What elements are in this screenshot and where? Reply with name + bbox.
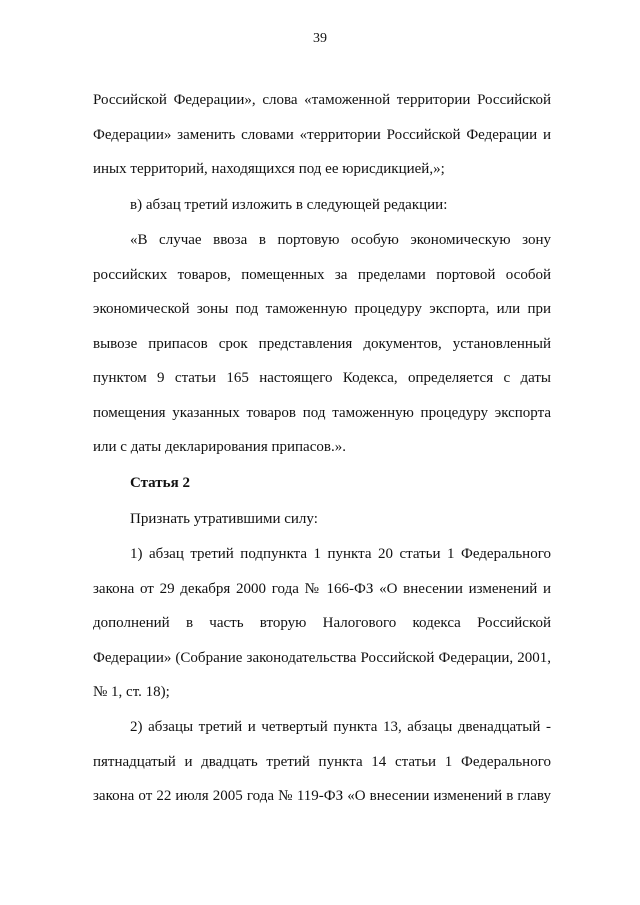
text-line: или с даты декларирования припасов.». [93, 439, 346, 455]
text-line: Признать утратившими силу: [130, 511, 318, 527]
paragraph-6 [93, 710, 551, 814]
paragraph-4 [93, 502, 551, 537]
text-line: вывозе припасов срок представления документов, установленный [93, 335, 551, 352]
text-line: экономической зоны под таможенную процедуру экспорта, или при [93, 301, 551, 317]
text-line: российских товаров, помещенных за пределами портовой особой [93, 266, 551, 283]
text-line: иных территорий, находящихся под ее юрисдикцией,»; [93, 161, 445, 177]
text-line: пунктом 9 статьи 165 настоящего Кодекса, определяется с даты [93, 370, 551, 386]
text-line: 2) абзацы третий и четвертый пункта 13, абзацы двенадцатый - [130, 719, 551, 735]
text-line: 1) абзац третий подпункта 1 пункта 20 статьи 1 Федерального [130, 546, 551, 562]
text-line: пятнадцатый и двадцать третий пункта 14 статьи 1 Федерального [93, 753, 551, 770]
page-number: 39 [313, 31, 327, 46]
text-line: № 1, ст. 18); [93, 684, 170, 700]
text-line: Федерации» (Собрание законодательства Российской Федерации, 2001, [93, 649, 551, 666]
paragraph-2 [93, 188, 551, 223]
text-line: в) абзац третий изложить в следующей редакции: [130, 197, 448, 213]
text-line: «В случае ввоза в портовую особую экономическую зону [130, 232, 551, 248]
text-line: помещения указанных товаров под таможенную процедуру экспорта [93, 404, 551, 421]
text-line: закона от 29 декабря 2000 года № 166-ФЗ «О внесении изменений и [93, 580, 551, 597]
text-line: дополнений в часть вторую Налогового кодекса Российской [93, 615, 551, 631]
text-line: Федерации» заменить словами «территории Российской Федерации и [93, 126, 551, 143]
paragraph-3 [93, 223, 551, 465]
article-heading [93, 466, 551, 501]
text-line: Российской Федерации», слова «таможенной территории Российской [93, 92, 551, 108]
paragraph-5 [93, 537, 551, 710]
text-line: закона от 22 июля 2005 года № 119-ФЗ «О внесении изменений в главу [93, 788, 551, 804]
article-heading-text: Статья 2 [130, 475, 190, 491]
paragraph-1 [93, 83, 551, 187]
